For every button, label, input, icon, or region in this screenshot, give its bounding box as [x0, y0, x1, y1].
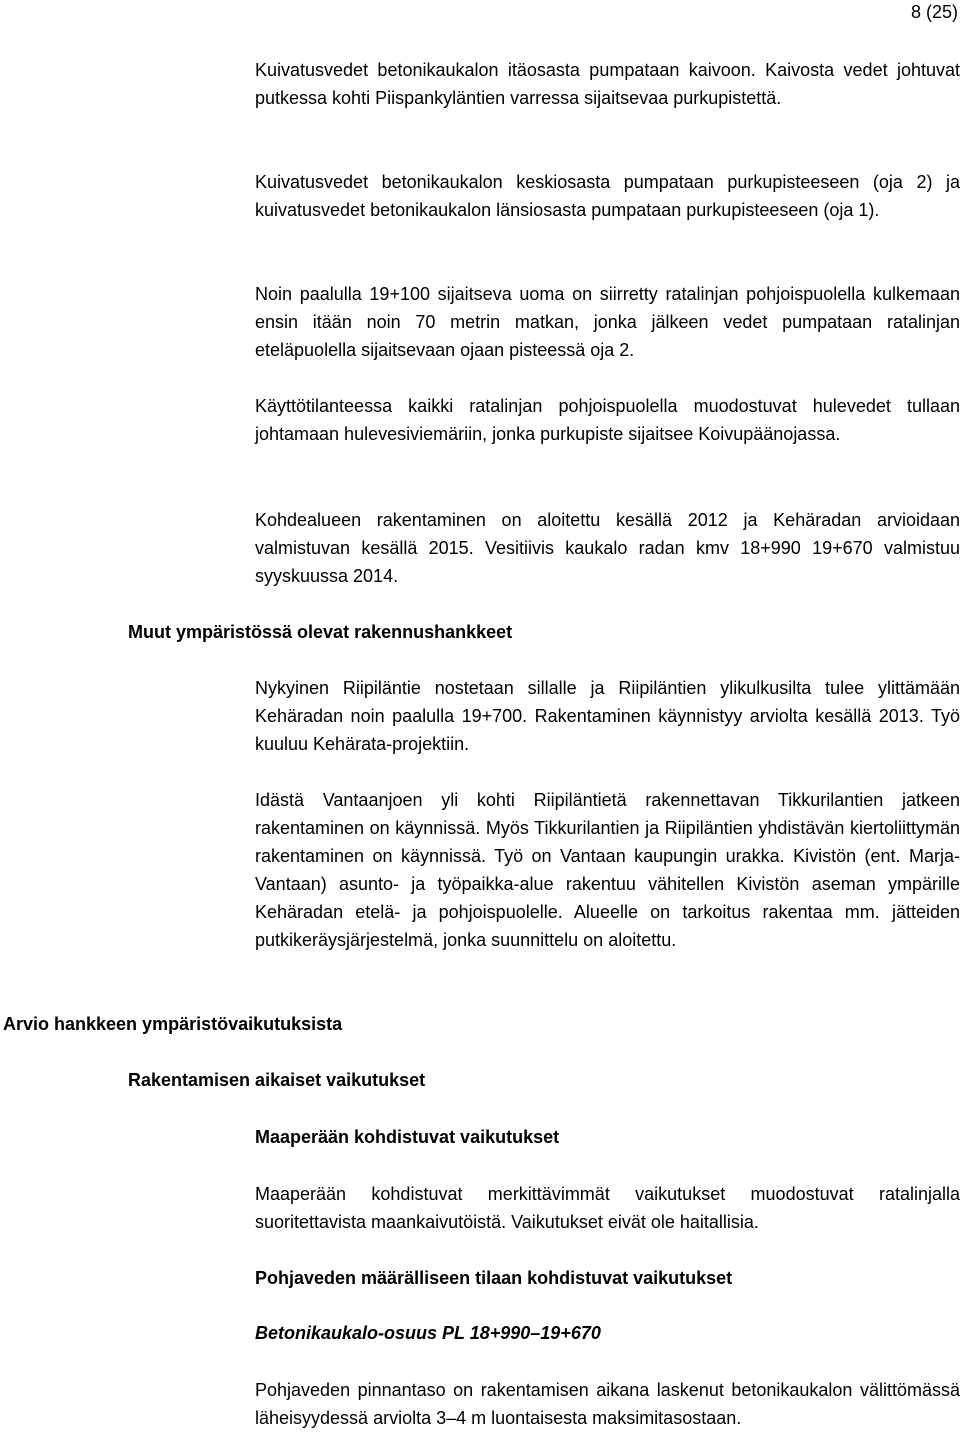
heading-rakentamisen-aikaiset: Rakentamisen aikaiset vaikutukset	[128, 1070, 426, 1090]
heading-maaperaan-kohdistuvat: Maaperään kohdistuvat vaikutukset	[255, 1127, 560, 1147]
paragraph-kuivatusvedet-keskiosa: Kuivatusvedet betonikaukalon keskiosasta pumpataan purkupisteeseen (oja 2) ja kuivatusvedet betonikaukalon länsiosasta pumpataan purkupisteeseen (oja 1).	[255, 172, 960, 220]
heading-muut-rakennushankkeet: Muut ympäristössä olevat rakennushankkeet	[128, 622, 513, 642]
page-number: 8 (25)	[910, 2, 958, 22]
paragraph-kohdealue: Kohdealueen rakentaminen on aloitettu kesällä 2012 ja Kehäradan arvioidaan valmistuvan kesällä 2015. Vesitiivis kaukalo radan kmv 18+990 19+670 valmistuu syyskuussa 2014.	[255, 510, 960, 586]
paragraph-riipilantie: Nykyinen Riipiläntie nostetaan sillalle ja Riipiläntien ylikulkusilta tulee ylittämään Kehäradan noin paalulla 19+700. Rakentaminen käynnistyy arviolta kesällä 2013. Työ kuuluu Kehärata-projektiin.	[255, 678, 960, 754]
paragraph-maaperaan: Maaperään kohdistuvat merkittävimmät vaikutukset muodostuvat ratalinjalla suoritettavista maankaivutöistä. Vaikutukset eivät ole haitallisia.	[255, 1184, 960, 1232]
paragraph-tikkurilantie: Idästä Vantaanjoen yli kohti Riipiläntietä rakennettavan Tikkurilantien jatkeen rakentaminen on käynnissä. Myös Tikkurilantien ja Riipiläntien yhdistävän kiertoliittymän rakentaminen on käynnissä. Työ on Vantaan kaupungin urakka. Kivistön (ent. Marja-Vantaan) asunto- ja työpaikka-alue rakentuu vähitellen Kivistön aseman ympärille Kehäradan etelä- ja pohjoispuolelle. Alueelle on tarkoitus rakentaa mm. jätteiden putkikeräysjärjestelmä, jonka suunnittelu on aloitettu.	[255, 790, 960, 950]
paragraph-uoma-siirretty: Noin paalulla 19+100 sijaitseva uoma on siirretty ratalinjan pohjoispuolella kulkemaan ensin itään noin 70 metrin matkan, jonka jälkeen vedet pumpataan ratalinjan eteläpuolella sijaitsevaan ojaan pisteessä oja 2.	[255, 284, 960, 360]
paragraph-kayttotilanne: Käyttötilanteessa kaikki ratalinjan pohjoispuolella muodostuvat hulevedet tullaan johtamaan hulevesiviemäriin, jonka purkupiste sijaitsee Koivupäänojassa.	[255, 396, 960, 444]
paragraph-pohjaveden-pinnantaso: Pohjaveden pinnantaso on rakentamisen aikana laskenut betonikaukalon välittömässä läheisyydessä arviolta 3–4 m luontaisesta maksimitasostaan.	[255, 1380, 960, 1428]
heading-betonikaukalo-osuus: Betonikaukalo-osuus PL 18+990–19+670	[255, 1323, 601, 1343]
heading-arvio-ymparistovaikutuksista: Arvio hankkeen ympäristövaikutuksista	[3, 1014, 343, 1034]
paragraph-kuivatusvedet-itaosa: Kuivatusvedet betonikaukalon itäosasta pumpataan kaivoon. Kaivosta vedet johtuvat putkessa kohti Piispankyläntien varressa sijaitsevaa purkupistettä.	[255, 60, 960, 108]
heading-pohjaveden-maaralliseen: Pohjaveden määrälliseen tilaan kohdistuvat vaikutukset	[255, 1268, 733, 1288]
